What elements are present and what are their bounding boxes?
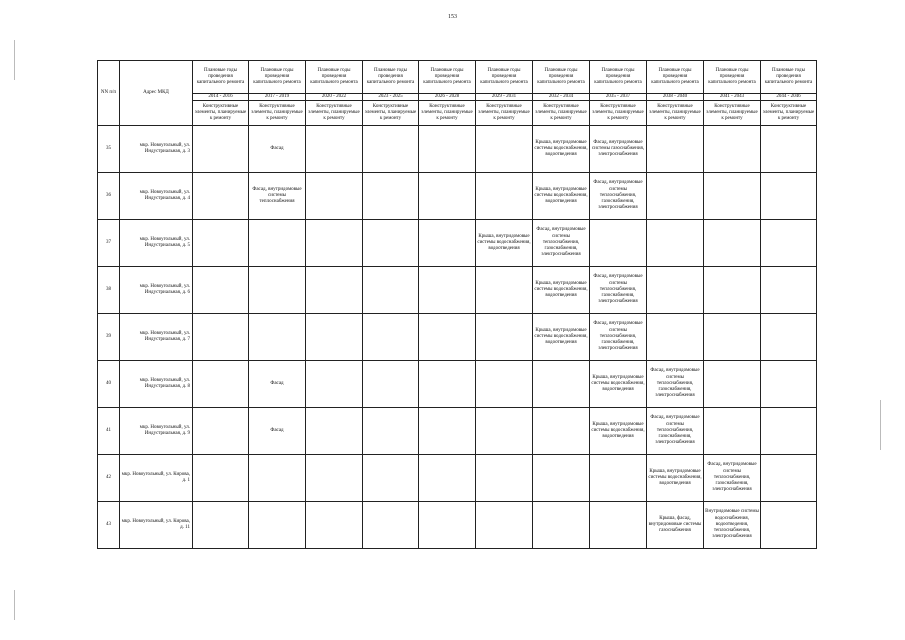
header-year-range: 2014 - 2016 xyxy=(193,94,249,101)
header-elements-label: Конструктивные элементы, планируемые к ремонту xyxy=(533,101,590,126)
repair-elements-cell xyxy=(476,126,533,173)
repair-elements-cell xyxy=(533,455,590,502)
repair-elements-cell: Крыша, внутридомовые системы водоснабжения, водоотведения xyxy=(647,455,704,502)
table-row xyxy=(98,408,817,455)
header-elements-label: Конструктивные элементы, планируемые к ремонту xyxy=(306,101,363,126)
row-number: 42 xyxy=(98,455,120,502)
repair-elements-cell: Крыша, внутридомовые системы водоснабжения, водоотведения xyxy=(533,267,590,314)
header-elements-label: Конструктивные элементы, планируемые к ремонту xyxy=(193,101,249,126)
repair-elements-cell xyxy=(476,502,533,549)
row-number: 40 xyxy=(98,361,120,408)
repair-elements-cell xyxy=(533,408,590,455)
header-period-label: Плановые годы проведения капитального ремонта xyxy=(590,61,647,94)
repair-elements-cell xyxy=(306,502,363,549)
header-elements-row xyxy=(98,101,817,126)
repair-elements-cell xyxy=(306,314,363,361)
header-address: Адрес МКД xyxy=(120,61,193,126)
repair-elements-cell xyxy=(419,314,476,361)
repair-elements-cell xyxy=(363,173,419,220)
repair-elements-cell xyxy=(193,408,249,455)
header-elements-label: Конструктивные элементы, планируемые к ремонту xyxy=(249,101,306,126)
repair-elements-cell xyxy=(476,314,533,361)
repair-elements-cell xyxy=(704,220,761,267)
repair-elements-cell: Фасад, внутридомовые системы газоснабжения, электроснабжения xyxy=(590,126,647,173)
header-elements-label: Конструктивные элементы, планируемые к ремонту xyxy=(590,101,647,126)
row-address: мкр. Новоугольный, ул. Индустриальная, д. 7 xyxy=(120,314,193,361)
repair-elements-cell: Фасад, внутридомовые системы теплоснабжения, газоснабжения, электроснабжения xyxy=(704,455,761,502)
repair-elements-cell xyxy=(704,173,761,220)
repair-elements-cell xyxy=(647,173,704,220)
row-address: мкр. Новоугольный, ул. Кирова, д. 1 xyxy=(120,455,193,502)
repair-elements-cell xyxy=(249,314,306,361)
header-elements-label: Конструктивные элементы, планируемые к ремонту xyxy=(704,101,761,126)
header-years-row xyxy=(98,94,817,101)
repair-elements-cell xyxy=(476,173,533,220)
row-address: мкр. Новоугольный, ул. Индустриальная, д. 5 xyxy=(120,220,193,267)
repair-elements-cell xyxy=(249,455,306,502)
repair-elements-cell: Фасад, внутридомовые системы теплоснабжения, газоснабжения, электроснабжения xyxy=(590,267,647,314)
header-period-label: Плановые годы проведения капитального ремонта xyxy=(363,61,419,94)
repair-elements-cell xyxy=(306,267,363,314)
table-row xyxy=(98,361,817,408)
repair-elements-cell xyxy=(249,267,306,314)
repair-elements-cell xyxy=(193,455,249,502)
header-period-label: Плановые годы проведения капитального ремонта xyxy=(533,61,590,94)
repair-elements-cell xyxy=(363,455,419,502)
repair-elements-cell xyxy=(193,361,249,408)
repair-elements-cell: Фасад, внутридомовые системы теплоснабжения, газоснабжения, электроснабжения xyxy=(647,361,704,408)
repair-elements-cell xyxy=(761,361,817,408)
repair-elements-cell: Фасад xyxy=(249,361,306,408)
repair-elements-cell xyxy=(419,173,476,220)
header-year-range: 2023 - 2025 xyxy=(363,94,419,101)
repair-elements-cell xyxy=(249,220,306,267)
header-year-range: 2020 - 2022 xyxy=(306,94,363,101)
header-elements-label: Конструктивные элементы, планируемые к ремонту xyxy=(761,101,817,126)
repair-elements-cell: Фасад, внутридомовые системы теплоснабжения, газоснабжения, электроснабжения xyxy=(590,173,647,220)
table-row xyxy=(98,502,817,549)
header-nn: NN п/п xyxy=(98,61,120,126)
row-number: 38 xyxy=(98,267,120,314)
repair-elements-cell xyxy=(761,502,817,549)
header-year-range: 2026 - 2028 xyxy=(419,94,476,101)
repair-elements-cell xyxy=(761,314,817,361)
repair-elements-cell xyxy=(193,173,249,220)
repair-elements-cell xyxy=(704,267,761,314)
repair-elements-cell xyxy=(476,408,533,455)
row-number: 41 xyxy=(98,408,120,455)
table-row xyxy=(98,267,817,314)
header-period-label: Плановые годы проведения капитального ремонта xyxy=(476,61,533,94)
header-period-label: Плановые годы проведения капитального ремонта xyxy=(193,61,249,94)
row-address: мкр. Новоугольный, ул. Индустриальная, д. 6 xyxy=(120,267,193,314)
repair-elements-cell xyxy=(306,220,363,267)
repair-elements-cell: Крыша, внутридомовые системы водоснабжения, водоотведения xyxy=(590,361,647,408)
table-row xyxy=(98,173,817,220)
repair-elements-cell xyxy=(647,267,704,314)
repair-elements-cell xyxy=(363,314,419,361)
repair-elements-cell xyxy=(647,314,704,361)
repair-elements-cell xyxy=(363,220,419,267)
header-elements-label: Конструктивные элементы, планируемые к ремонту xyxy=(647,101,704,126)
row-address: мкр. Новоугольный, ул. Индустриальная, д. 3 xyxy=(120,126,193,173)
repair-elements-cell xyxy=(363,267,419,314)
repair-elements-cell xyxy=(590,455,647,502)
repair-elements-cell xyxy=(761,126,817,173)
row-number: 36 xyxy=(98,173,120,220)
repair-elements-cell: Крыша, внутридомовые системы водоснабжения, водоотведения xyxy=(533,173,590,220)
repair-elements-cell: Фасад xyxy=(249,408,306,455)
repair-elements-cell: Крыша, фасад, внутридомовые системы газоснабжения xyxy=(647,502,704,549)
header-period-label: Плановые годы проведения капитального ремонта xyxy=(306,61,363,94)
repair-elements-cell: Фасад, внутридомовые системы теплоснабжения, газоснабжения, электроснабжения xyxy=(590,314,647,361)
repair-elements-cell xyxy=(704,408,761,455)
repair-elements-cell xyxy=(193,267,249,314)
header-elements-label: Конструктивные элементы, планируемые к ремонту xyxy=(476,101,533,126)
scan-mark-left xyxy=(14,40,15,80)
repair-elements-cell: Крыша, внутридомовые системы водоснабжения, водоотведения xyxy=(533,314,590,361)
table-row xyxy=(98,455,817,502)
repair-elements-cell xyxy=(193,126,249,173)
header-year-range: 2029 - 2031 xyxy=(476,94,533,101)
repair-elements-cell: Фасад, внутридомовые системы теплоснабжения, газоснабжения, электроснабжения xyxy=(647,408,704,455)
table-row xyxy=(98,220,817,267)
header-period-label: Плановые годы проведения капитального ремонта xyxy=(704,61,761,94)
repair-elements-cell xyxy=(249,502,306,549)
repair-elements-cell xyxy=(590,502,647,549)
row-number: 35 xyxy=(98,126,120,173)
repair-elements-cell xyxy=(363,126,419,173)
repair-elements-cell xyxy=(193,502,249,549)
header-year-range: 2044 - 2046 xyxy=(761,94,817,101)
repair-elements-cell xyxy=(647,220,704,267)
repair-elements-cell: Внутридомовые системы водоснабжения, водоотведения, теплоснабжения, электроснабжения xyxy=(704,502,761,549)
repair-elements-cell xyxy=(476,361,533,408)
repair-elements-cell xyxy=(363,502,419,549)
header-year-range: 2038 - 2040 xyxy=(647,94,704,101)
repair-elements-cell xyxy=(419,455,476,502)
repair-elements-cell xyxy=(363,408,419,455)
repair-elements-cell xyxy=(306,408,363,455)
repair-elements-cell: Крыша, внутридомовые системы водоснабжения, водоотведения xyxy=(590,408,647,455)
repair-elements-cell xyxy=(761,173,817,220)
table-row xyxy=(98,126,817,173)
capital-repair-schedule-table xyxy=(97,60,817,549)
repair-elements-cell xyxy=(476,455,533,502)
repair-elements-cell xyxy=(193,314,249,361)
row-address: мкр. Новоугольный, ул. Индустриальная, д. 4 xyxy=(120,173,193,220)
repair-elements-cell xyxy=(476,267,533,314)
header-elements-label: Конструктивные элементы, планируемые к ремонту xyxy=(419,101,476,126)
row-address: мкр. Новоугольный, ул. Кирова, д. 11 xyxy=(120,502,193,549)
row-number: 43 xyxy=(98,502,120,549)
table-row xyxy=(98,314,817,361)
repair-elements-cell: Фасад, внутридомовые системы теплоснабжения, газоснабжения, электроснабжения xyxy=(533,220,590,267)
repair-elements-cell xyxy=(533,361,590,408)
repair-elements-cell: Фасад xyxy=(249,126,306,173)
scan-mark-right xyxy=(880,400,881,450)
repair-elements-cell xyxy=(533,502,590,549)
repair-elements-cell xyxy=(419,502,476,549)
header-year-range: 2041 - 2043 xyxy=(704,94,761,101)
repair-elements-cell xyxy=(704,361,761,408)
row-number: 39 xyxy=(98,314,120,361)
row-number: 37 xyxy=(98,220,120,267)
header-period-label: Плановые годы проведения капитального ремонта xyxy=(761,61,817,94)
repair-elements-cell xyxy=(419,220,476,267)
repair-elements-cell xyxy=(306,173,363,220)
repair-elements-cell xyxy=(419,408,476,455)
header-period-row xyxy=(98,61,817,94)
repair-elements-cell: Крыша, внутридомовые системы водоснабжения, водоотведения xyxy=(533,126,590,173)
repair-elements-cell: Фасад, внутридомовые системы теплоснабжения xyxy=(249,173,306,220)
header-year-range: 2017 - 2019 xyxy=(249,94,306,101)
repair-elements-cell xyxy=(704,126,761,173)
repair-elements-cell xyxy=(306,455,363,502)
repair-elements-cell xyxy=(419,361,476,408)
repair-elements-cell xyxy=(306,361,363,408)
repair-elements-cell xyxy=(590,220,647,267)
repair-elements-cell xyxy=(761,267,817,314)
repair-elements-cell xyxy=(193,220,249,267)
repair-elements-cell xyxy=(647,126,704,173)
scan-mark-left-lower xyxy=(14,590,15,620)
page-number: 153 xyxy=(448,14,457,20)
repair-elements-cell xyxy=(704,314,761,361)
header-period-label: Плановые годы проведения капитального ремонта xyxy=(419,61,476,94)
row-address: мкр. Новоугольный, ул. Индустриальная, д. 8 xyxy=(120,361,193,408)
repair-elements-cell: Крыша, внутридомовые системы водоснабжения, водоотведения xyxy=(476,220,533,267)
repair-elements-cell xyxy=(419,126,476,173)
header-elements-label: Конструктивные элементы, планируемые к ремонту xyxy=(363,101,419,126)
repair-elements-cell xyxy=(761,408,817,455)
header-year-range: 2032 - 2034 xyxy=(533,94,590,101)
repair-elements-cell xyxy=(306,126,363,173)
repair-elements-cell xyxy=(761,220,817,267)
header-period-label: Плановые годы проведения капитального ремонта xyxy=(647,61,704,94)
header-period-label: Плановые годы проведения капитального ремонта xyxy=(249,61,306,94)
header-year-range: 2035 - 2037 xyxy=(590,94,647,101)
repair-elements-cell xyxy=(363,361,419,408)
row-address: мкр. Новоугольный, ул. Индустриальная, д. 9 xyxy=(120,408,193,455)
repair-elements-cell xyxy=(419,267,476,314)
repair-elements-cell xyxy=(761,455,817,502)
